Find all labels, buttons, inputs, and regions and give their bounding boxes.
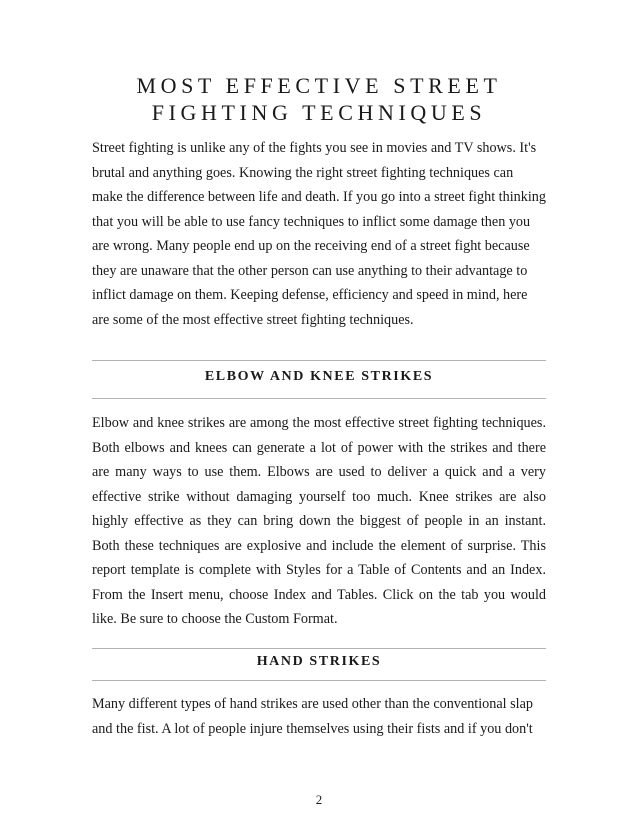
section-body-hand-strikes: Many different types of hand strikes are used other than the conventional slap and the fist. A lot of people injure themselves using their fists and if you don't (92, 696, 533, 737)
section-heading-hand-strikes: HAND STRIKES (256, 654, 382, 669)
section-heading-elbow-knee: ELBOW AND KNEE STRIKES (204, 369, 434, 384)
section-divider-top (92, 360, 546, 361)
section-divider-bottom (92, 680, 546, 681)
section-divider-top (92, 648, 546, 649)
page-number: 2 (315, 792, 323, 807)
section-body-elbow-knee: Elbow and knee strikes are among the most effective street fighting techniques. Both elbows and knees can generate a lot of power with the strikes and there are many ways to use them. Elbows are used to deliver a quick and a very effective strike without damaging yourself too much. Knee strikes are also highly effective as they can bring down the biggest of people in an instant. Both these techniques are explosive and include the element of surprise. This report template is complete with Styles for a Table of Contents and an Index. From the Insert menu, choose Index and Tables. Click on the tab you would like. Be sure to choose the Custom Format. (92, 415, 546, 627)
title-line-1: MOST EFFECTIVE STREET (136, 73, 502, 98)
title-line-2: FIGHTING TECHNIQUES (151, 100, 487, 125)
intro-paragraph: Street fighting is unlike any of the fights you see in movies and TV shows. It's brutal and anything goes. Knowing the right street fighting techniques can make the difference between life and death. If you go into a street fight thinking that you will be able to use fancy techniques to inflict some damage then you are wrong. Many people end up on the receiving end of a street fight because they are unaware that the other person can use anything to their advantage to inflict damage on them. Keeping defense, efficiency and speed in mind, here are some of the most effective street fighting techniques. (92, 140, 546, 328)
section-divider-bottom (92, 398, 546, 399)
document-title (92, 72, 546, 126)
